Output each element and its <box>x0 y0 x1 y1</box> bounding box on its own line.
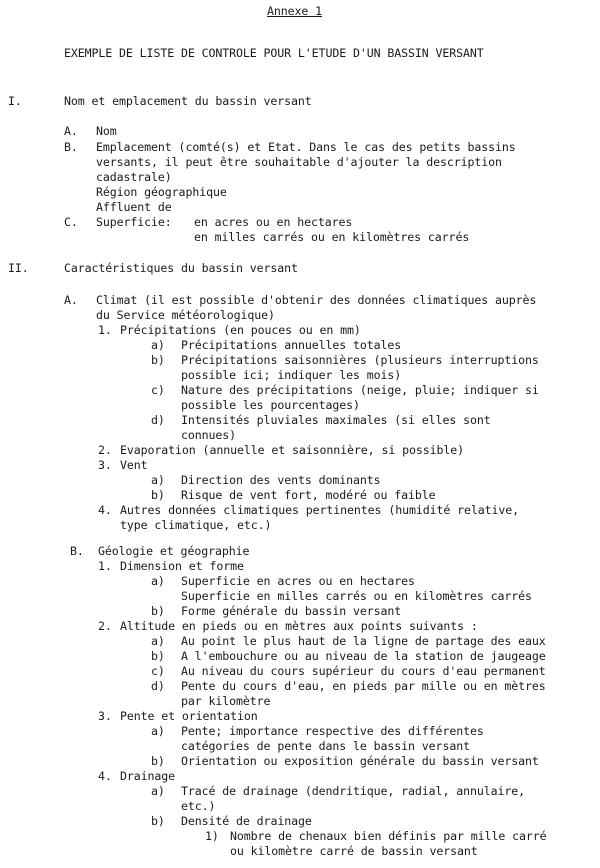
subitem-text: Superficie en acres ou en hectares <box>181 574 415 588</box>
subitem-label: b) <box>151 814 165 828</box>
item-label: 4. <box>98 769 112 783</box>
subitem-text: Direction des vents dominants <box>181 473 381 487</box>
subitem-text: Pente du cours d'eau, en pieds par mille ou en mètres <box>181 679 546 693</box>
section-1-a-label: A. <box>64 124 78 138</box>
subitem-text: etc.) <box>181 799 216 813</box>
subitem-label: b) <box>151 604 165 618</box>
document-title: EXEMPLE DE LISTE DE CONTROLE POUR L'ETUDE D'UN BASSIN VERSANT <box>64 46 484 60</box>
subitem-text: A l'embouchure ou au niveau de la station de jaugeage <box>181 649 546 663</box>
subitem-text: Superficie en milles carrés ou en kilomètres carrés <box>181 589 532 603</box>
section-1-b-line: Affluent de <box>96 200 172 214</box>
item-text: Pente et orientation <box>120 709 258 723</box>
item-label: 1. <box>98 559 112 573</box>
subitem-text: Orientation ou exposition générale du bassin versant <box>181 754 539 768</box>
annex-title: Annexe 1 <box>267 4 323 18</box>
item-label: 1. <box>98 323 112 337</box>
subitem-label: b) <box>151 754 165 768</box>
subitem-text: Densité de drainage <box>181 814 312 828</box>
item-label: 4. <box>98 503 112 517</box>
item-text: Précipitations (en pouces ou en mm) <box>120 323 361 337</box>
subitem-label: a) <box>151 724 165 738</box>
section-2-number: II. <box>8 261 29 275</box>
section-2-a-text: du Service météorologique) <box>96 308 275 322</box>
subitem-text: connues) <box>181 428 237 442</box>
subitem-text: Nature des précipitations (neige, pluie; indiquer si <box>181 383 539 397</box>
section-2-b-text: Géologie et géographie <box>98 544 250 558</box>
subitem-text: Pente; importance respective des différentes <box>181 724 484 738</box>
subsubitem-label: 1) <box>205 829 219 843</box>
section-2-b-label: B. <box>70 544 84 558</box>
subitem-label: b) <box>151 488 165 502</box>
section-1-number: I. <box>8 94 22 108</box>
subitem-text: catégories de pente dans le bassin versant <box>181 739 470 753</box>
subitem-label: c) <box>151 383 165 397</box>
section-2-heading: Caractéristiques du bassin versant <box>64 261 298 275</box>
subitem-text: Au point le plus haut de la ligne de partage des eaux <box>181 634 546 648</box>
section-2-a-text: Climat (il est possible d'obtenir des données climatiques auprès <box>96 293 537 307</box>
subitem-text: Forme générale du bassin versant <box>181 604 402 618</box>
section-1-b-line: Région géographique <box>96 185 227 199</box>
subitem-text: Précipitations saisonnières (plusieurs interruptions <box>181 353 539 367</box>
subitem-label: a) <box>151 634 165 648</box>
subitem-text: possible les pourcentages) <box>181 398 360 412</box>
item-text: Altitude en pieds ou en mètres aux points suivants : <box>120 619 478 633</box>
subitem-text: Au niveau du cours supérieur du cours d'eau permanent <box>181 664 546 678</box>
subitem-label: b) <box>151 649 165 663</box>
section-1-b-line: cadastrale) <box>96 170 172 184</box>
item-label: 3. <box>98 458 112 472</box>
subitem-label: a) <box>151 473 165 487</box>
subitem-text: Intensités pluviales maximales (si elles sont <box>181 413 491 427</box>
subitem-label: a) <box>151 338 165 352</box>
section-1-c-option: en acres ou en hectares <box>194 215 353 229</box>
item-label: 2. <box>98 619 112 633</box>
section-1-b-line: versants, il peut être souhaitable d'ajouter la description <box>96 155 502 169</box>
item-text: Dimension et forme <box>120 559 244 573</box>
subitem-text: Risque de vent fort, modéré ou faible <box>181 488 436 502</box>
subsubitem-text: Nombre de chenaux bien définis par mille carré <box>230 829 547 843</box>
section-1-a-text: Nom <box>96 124 117 138</box>
item-text: Drainage <box>120 769 176 783</box>
subitem-label: a) <box>151 784 165 798</box>
subitem-label: d) <box>151 679 165 693</box>
subitem-text: possible ici; indiquer les mois) <box>181 368 402 382</box>
section-1-c-option: en milles carrés ou en kilomètres carrés <box>194 230 470 244</box>
subitem-label: c) <box>151 664 165 678</box>
section-1-c-text: Superficie: <box>96 215 172 229</box>
subitem-label: b) <box>151 353 165 367</box>
section-2-a-label: A. <box>64 293 78 307</box>
subsubitem-text: ou kilomètre carré de bassin versant <box>230 844 478 858</box>
item-text: type climatique, etc.) <box>120 518 272 532</box>
section-1-b-line: Emplacement (comté(s) et Etat. Dans le cas des petits bassins <box>96 140 516 154</box>
subitem-label: d) <box>151 413 165 427</box>
section-1-heading: Nom et emplacement du bassin versant <box>64 94 312 108</box>
item-label: 3. <box>98 709 112 723</box>
item-label: 2. <box>98 443 112 457</box>
subitem-text: Tracé de drainage (dendritique, radial, annulaire, <box>181 784 526 798</box>
section-1-c-label: C. <box>64 215 78 229</box>
subitem-text: par kilomètre <box>181 694 271 708</box>
subitem-label: a) <box>151 574 165 588</box>
item-text: Evaporation (annuelle et saisonnière, si possible) <box>120 443 465 457</box>
item-text: Autres données climatiques pertinentes (humidité relative, <box>120 503 520 517</box>
section-1-b-label: B. <box>64 140 78 154</box>
item-text: Vent <box>120 458 148 472</box>
subitem-text: Précipitations annuelles totales <box>181 338 402 352</box>
